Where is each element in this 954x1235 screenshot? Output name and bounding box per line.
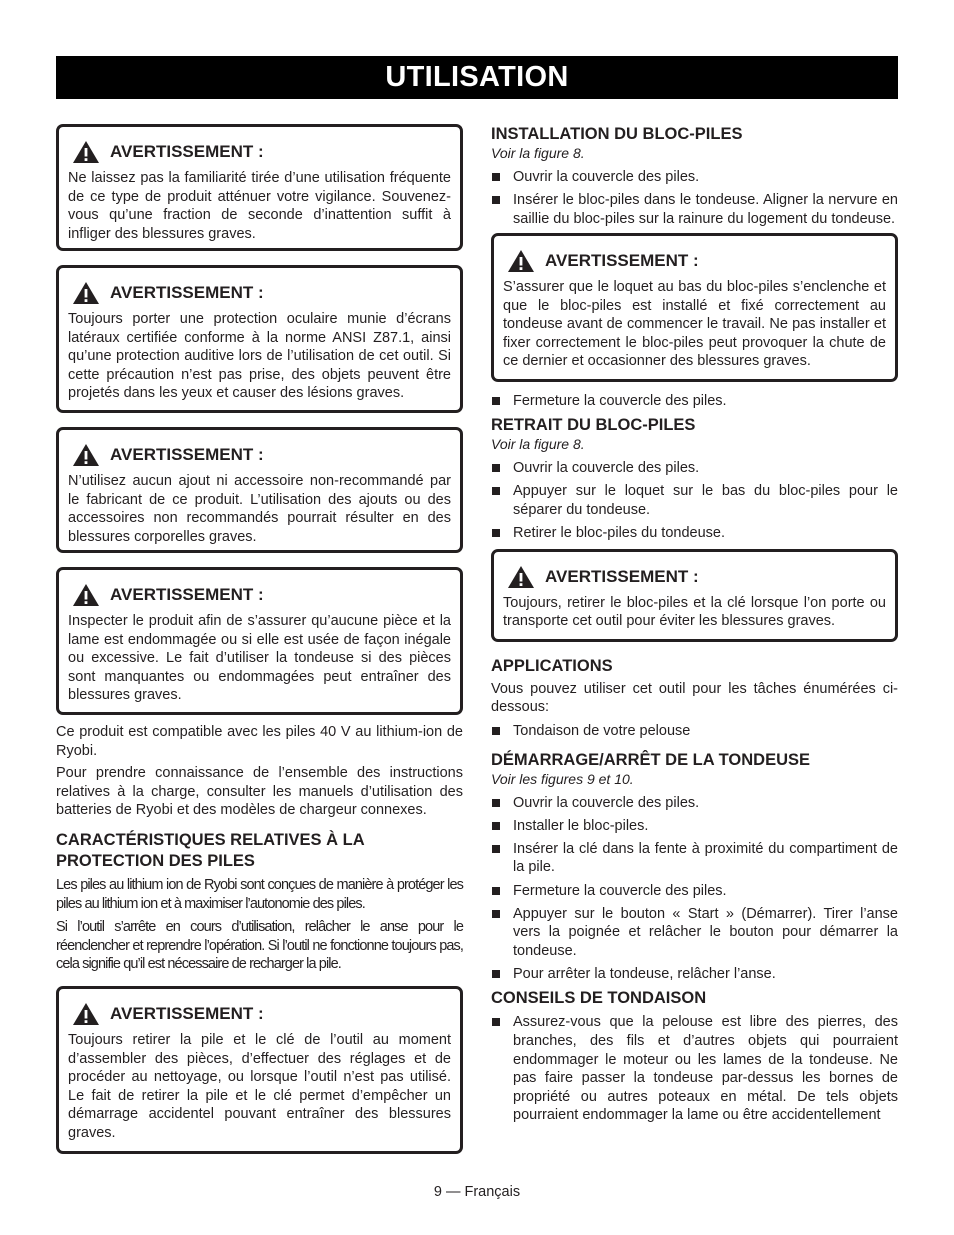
list-item: Tondaison de votre pelouse — [491, 722, 898, 741]
warning-triangle-icon — [507, 565, 535, 589]
warning-text: Toujours porter une protection oculaire munie d’écrans latéraux certifiée conforme à la norme ANSI Z87.1, ainsi qu’une protection auditive lors de l’utilisation de cet outil. Si cette précaution n’est pas prise, des objets peuvent être projetés dans les yeux et causer des lésions graves. — [68, 311, 451, 402]
list-item: Retirer le bloc-piles du tondeuse. — [491, 524, 898, 543]
right-column — [491, 124, 898, 1130]
warning-box — [491, 549, 898, 642]
bullet-list — [491, 459, 898, 543]
list-item: Fermeture la couvercle des piles. — [491, 882, 898, 901]
figure-reference: Voir les figures 9 et 10. — [491, 770, 634, 787]
warning-text: Toujours, retirer le bloc-piles et la clé lorsque l’on porte ou transporte cet outil pour éviter les blessures graves. — [503, 594, 886, 630]
list-item: Insérer le bloc-piles dans le tondeuse. Aligner la nervure en saillie du bloc-piles sur la rainure du logement du tondeuse. — [491, 191, 898, 228]
paragraph: Pour prendre connaissance de l’ensemble des instructions relatives à la charge, consulter les manuels d’utilisation des batteries de Ryobi et des modèles de chargeur connexes. — [56, 765, 463, 819]
left-column — [56, 124, 463, 1154]
section-heading: APPLICATIONS — [491, 656, 613, 675]
warning-title: AVERTISSEMENT : — [110, 585, 264, 604]
warning-title: AVERTISSEMENT : — [110, 283, 264, 302]
section-heading: INSTALLATION DU BLOC-PILES — [491, 125, 743, 143]
list-item: Ouvrir la couvercle des piles. — [491, 459, 898, 478]
warning-triangle-icon — [507, 249, 535, 273]
warning-title: AVERTISSEMENT : — [545, 566, 699, 586]
list-item: Appuyer sur le bouton « Start » (Démarrer). Tirer l’anse vers la poignée et relâcher le bouton pour démarrer la tondeuse. — [491, 905, 898, 961]
warning-triangle-icon — [72, 140, 100, 164]
warning-text: Ne laissez pas la familiarité tirée d’une utilisation fréquente de ce type de produit atténuer votre vigilance. Souvenez-vous qu’une fraction de seconde d’inattention suffit à infliger des blessures graves. — [68, 170, 451, 242]
page-footer: 9 — Français — [433, 1184, 521, 1200]
warning-text: Toujours retirer la pile et le clé de l’outil au moment d’assembler des pièces, d’effectuer des réglages et de procéder au nettoyage, ou lorsque l’outil n’est pas utilisé. Le fait de retirer la pile et le clé permet d’empêcher un démarrage accidentel pouvant entraîner des blessures graves. — [68, 1031, 451, 1141]
section-heading: CONSEILS DE TONDAISON — [491, 989, 707, 1008]
list-item: Ouvrir la couvercle des piles. — [491, 168, 898, 187]
warning-title: AVERTISSEMENT : — [110, 445, 264, 464]
figure-reference: Voir la figure 8. — [491, 145, 585, 161]
warning-text: N’utilisez aucun ajout ni accessoire non-recommandé par le fabricant de ce produit. L’utilisation des ajouts ou des accessoires non recommandés pourrait résulter en des blessures corporelles graves. — [68, 473, 451, 545]
warning-triangle-icon — [72, 443, 100, 467]
bullet-list — [491, 168, 898, 228]
page-title: UTILISATION — [56, 56, 898, 99]
section-heading: DÉMARRAGE/ARRÊT DE LA TONDEUSE — [491, 750, 811, 769]
warning-text: S’assurer que le loquet au bas du bloc-piles s’enclenche et que le bloc-piles est installé et fixé correctement au tondeuse avant de commencer le travail. Ne pas installer et fixer correctement le bloc-piles peut provoquer la chute de ce dernier et occasionner des blessures graves. — [503, 278, 886, 370]
warning-box — [56, 567, 463, 715]
warning-triangle-icon — [72, 583, 100, 607]
paragraph: Si l’outil s’arrête en cours d’utilisation, relâcher le anse pour le réenclencher et reprendre l’opération. Si l’outil ne fonctionne toujours pas, cela signifie qu’il est nécessaire de recharger la pile. — [56, 919, 463, 973]
list-item: Appuyer sur le loquet sur le bas du bloc-piles pour le séparer du tondeuse. — [491, 482, 898, 519]
section-heading: RETRAIT DU BLOC-PILES — [491, 416, 696, 435]
bullet-list — [491, 722, 898, 741]
bullet-list — [491, 794, 898, 984]
warning-title: AVERTISSEMENT : — [545, 250, 699, 270]
warning-triangle-icon — [72, 1002, 100, 1026]
paragraph: Vous pouvez utiliser cet outil pour les tâches énumérées ci-dessous: — [491, 680, 898, 716]
warning-title: AVERTISSEMENT : — [110, 142, 264, 161]
warning-box — [491, 233, 898, 382]
list-item: Insérer la clé dans la fente à proximité du compartiment de la pile. — [491, 840, 898, 877]
bullet-list — [491, 1013, 898, 1125]
warning-triangle-icon — [72, 281, 100, 305]
list-item: Fermeture la couvercle des piles. — [491, 392, 898, 411]
warning-box — [56, 124, 463, 251]
list-item: Installer le bloc-piles. — [491, 817, 898, 836]
bullet-list — [491, 392, 898, 411]
paragraph: Ce produit est compatible avec les piles 40 V au lithium-ion de Ryobi. — [56, 724, 463, 759]
warning-box — [56, 427, 463, 553]
warning-box — [56, 986, 463, 1154]
warning-text: Inspecter le produit afin de s’assurer qu’aucune pièce et la lame est endommagée ou si elle est usée de façon inégale ou excessive. Le fait d’utiliser la tondeuse si des pièces sont manquantes ou endommagées peut entraîner des blessures graves. — [68, 613, 451, 704]
paragraph: Les piles au lithium ion de Ryobi sont conçues de manière à protéger les piles au lithium ion et à maximiser l’autonomie des piles. — [56, 876, 463, 912]
list-item: Assurez-vous que la pelouse est libre des pierres, des branches, des fils et d’autres objets qui pourraient endommager le moteur ou les lames de la tondeuse. Ne pas faire passer la tondeuse par-dessus les bornes de propriété ou autres poteaux en métal. De tels objets pourraient endommager la lame ou être accidentellement — [491, 1013, 898, 1125]
list-item: Ouvrir la couvercle des piles. — [491, 794, 898, 813]
warning-title: AVERTISSEMENT : — [110, 1003, 264, 1023]
figure-reference: Voir la figure 8. — [491, 436, 585, 453]
list-item: Pour arrêter la tondeuse, relâcher l’anse. — [491, 965, 898, 984]
section-heading: CARACTÉRISTIQUES RELATIVES À LA PROTECTION DES PILES — [56, 830, 365, 870]
warning-box — [56, 265, 463, 413]
